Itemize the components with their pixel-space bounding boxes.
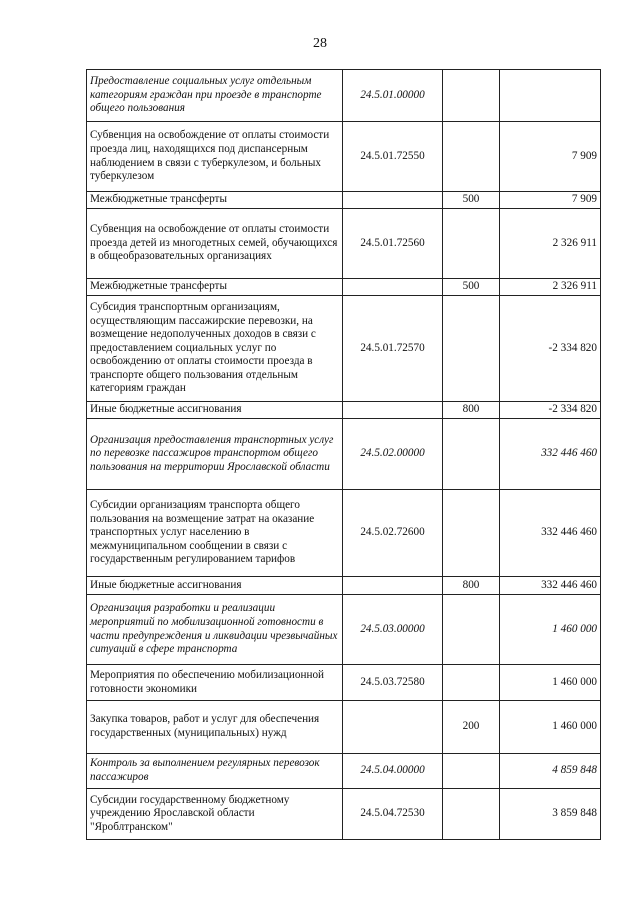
row-code-cell: 24.5.02.00000 <box>343 419 443 490</box>
row-name-cell: Субвенция на освобождение от оплаты стоимости проезда детей из многодетных семей, обучающихся в общеобразовательных организациях <box>87 209 343 279</box>
row-code-cell <box>343 279 443 296</box>
table-row <box>87 701 601 754</box>
row-expense-type-cell <box>443 70 500 122</box>
row-code-cell: 24.5.02.72600 <box>343 490 443 577</box>
row-name-cell: Предоставление социальных услуг отдельным категориям граждан при проезде в транспорте общего пользования <box>87 70 343 122</box>
row-code-cell: 24.5.04.72530 <box>343 789 443 840</box>
row-expense-type-cell: 500 <box>443 192 500 209</box>
table-row <box>87 122 601 192</box>
row-expense-type-cell <box>443 419 500 490</box>
row-amount-cell: -2 334 820 <box>500 402 601 419</box>
row-amount-cell: 332 446 460 <box>500 419 601 490</box>
row-amount-cell: 332 446 460 <box>500 490 601 577</box>
row-code-cell: 24.5.01.72570 <box>343 296 443 402</box>
table-row <box>87 754 601 789</box>
row-expense-type-cell: 800 <box>443 577 500 595</box>
row-amount-cell: -2 334 820 <box>500 296 601 402</box>
row-amount-cell: 2 326 911 <box>500 279 601 296</box>
table-row <box>87 789 601 840</box>
row-expense-type-cell: 500 <box>443 279 500 296</box>
row-code-cell <box>343 192 443 209</box>
row-amount-cell: 1 460 000 <box>500 595 601 665</box>
row-expense-type-cell <box>443 754 500 789</box>
row-expense-type-cell <box>443 296 500 402</box>
table-row <box>87 577 601 595</box>
row-name-cell: Контроль за выполнением регулярных перевозок пассажиров <box>87 754 343 789</box>
row-amount-cell: 1 460 000 <box>500 701 601 754</box>
row-name-cell: Межбюджетные трансферты <box>87 279 343 296</box>
row-amount-cell: 4 859 848 <box>500 754 601 789</box>
row-name-cell: Субсидии государственному бюджетному учреждению Ярославской области "Яроблтранском" <box>87 789 343 840</box>
table-row <box>87 279 601 296</box>
row-name-cell: Мероприятия по обеспечению мобилизационной готовности экономики <box>87 665 343 701</box>
row-code-cell: 24.5.03.00000 <box>343 595 443 665</box>
row-code-cell <box>343 577 443 595</box>
row-name-cell: Организация разработки и реализации мероприятий по мобилизационной готовности в части предупреждения и ликвидации чрезвычайных ситуаций в сфере транспорта <box>87 595 343 665</box>
row-amount-cell: 7 909 <box>500 122 601 192</box>
row-name-cell: Субсидии организациям транспорта общего пользования на возмещение затрат на оказание транспортных услуг населению в межмуниципальном сообщении в связи с государственным регулированием тарифов <box>87 490 343 577</box>
table-row <box>87 70 601 122</box>
row-expense-type-cell <box>443 789 500 840</box>
row-amount-cell: 7 909 <box>500 192 601 209</box>
budget-table <box>86 69 601 840</box>
row-name-cell: Закупка товаров, работ и услуг для обеспечения государственных (муниципальных) нужд <box>87 701 343 754</box>
row-code-cell <box>343 701 443 754</box>
row-amount-cell: 3 859 848 <box>500 789 601 840</box>
row-amount-cell <box>500 70 601 122</box>
row-code-cell: 24.5.03.72580 <box>343 665 443 701</box>
table-row <box>87 419 601 490</box>
row-name-cell: Иные бюджетные ассигнования <box>87 402 343 419</box>
row-code-cell: 24.5.04.00000 <box>343 754 443 789</box>
row-name-cell: Субвенция на освобождение от оплаты стоимости проезда лиц, находящихся под диспансерным наблюдением в связи с туберкулезом, и больных туберкулезом <box>87 122 343 192</box>
row-name-cell: Субсидия транспортным организациям, осуществляющим пассажирские перевозки, на возмещение недополученных доходов в связи с предоставлением социальных услуг по освобождению от оплаты стоимости проезда в транспорте общего пользования отдельным категориям граждан <box>87 296 343 402</box>
row-code-cell: 24.5.01.72550 <box>343 122 443 192</box>
table-row <box>87 490 601 577</box>
row-expense-type-cell <box>443 490 500 577</box>
budget-table-body <box>87 70 601 840</box>
table-row <box>87 209 601 279</box>
row-name-cell: Иные бюджетные ассигнования <box>87 577 343 595</box>
row-amount-cell: 2 326 911 <box>500 209 601 279</box>
row-expense-type-cell: 200 <box>443 701 500 754</box>
row-expense-type-cell <box>443 595 500 665</box>
page-number: 28 <box>313 36 327 51</box>
table-row <box>87 296 601 402</box>
row-code-cell <box>343 402 443 419</box>
row-expense-type-cell <box>443 665 500 701</box>
table-row <box>87 595 601 665</box>
row-expense-type-cell <box>443 122 500 192</box>
row-amount-cell: 1 460 000 <box>500 665 601 701</box>
table-row <box>87 665 601 701</box>
table-row <box>87 402 601 419</box>
row-expense-type-cell: 800 <box>443 402 500 419</box>
row-amount-cell: 332 446 460 <box>500 577 601 595</box>
row-code-cell: 24.5.01.00000 <box>343 70 443 122</box>
row-name-cell: Межбюджетные трансферты <box>87 192 343 209</box>
row-expense-type-cell <box>443 209 500 279</box>
row-code-cell: 24.5.01.72560 <box>343 209 443 279</box>
row-name-cell: Организация предоставления транспортных услуг по перевозке пассажиров транспортом общего пользования на территории Ярославской области <box>87 419 343 490</box>
table-row <box>87 192 601 209</box>
